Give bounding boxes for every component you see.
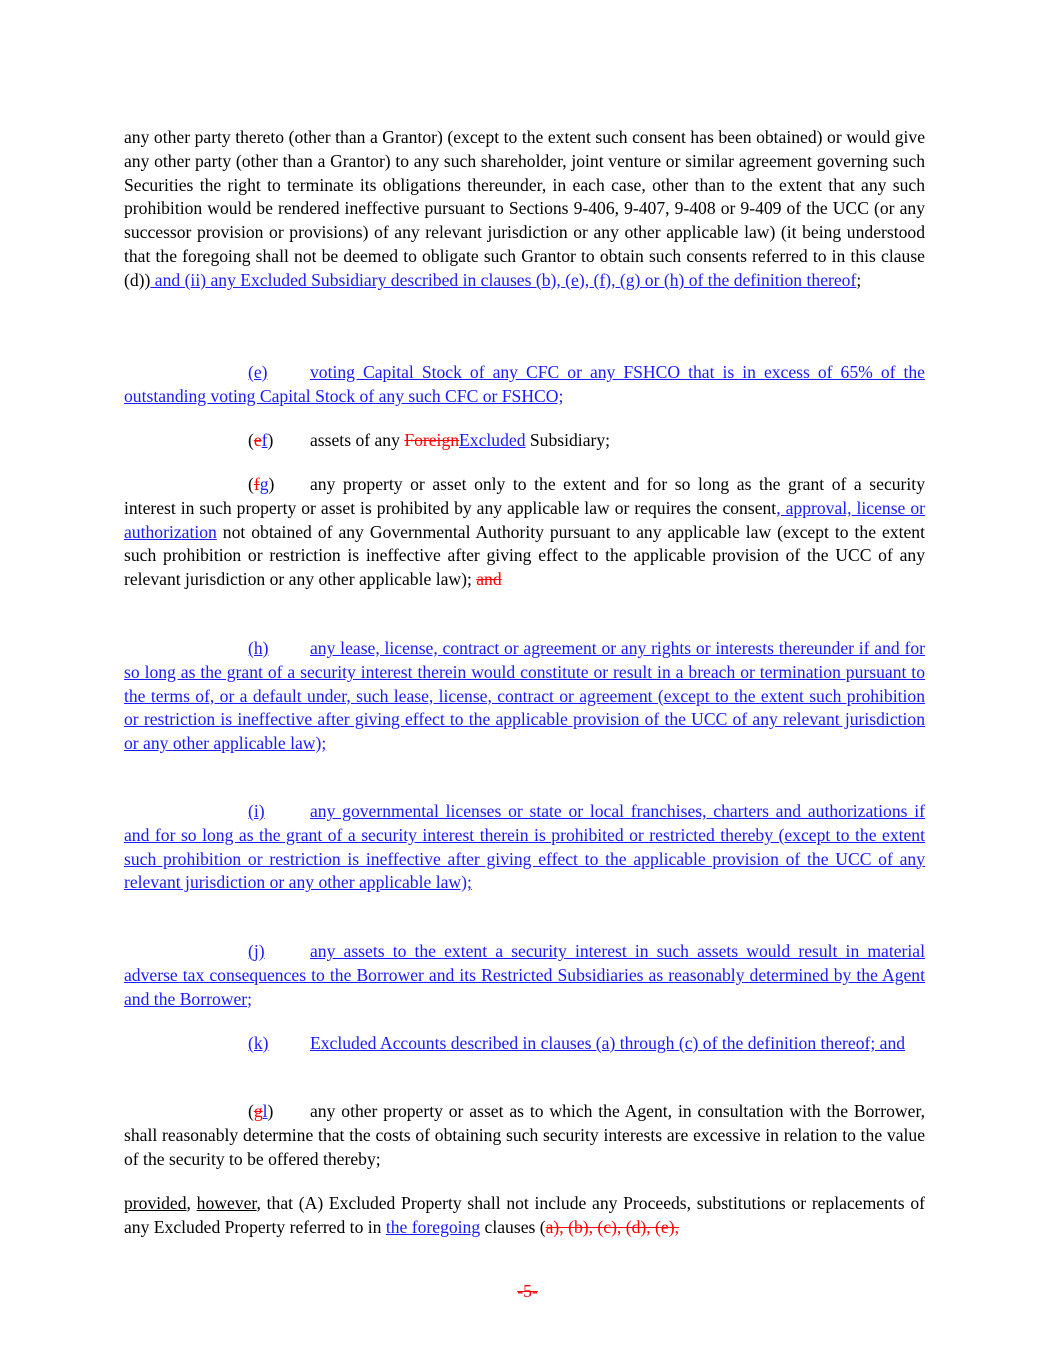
clause-j	[124, 940, 925, 1011]
clause-e-text: voting Capital Stock of any CFC or any FSHCO that is in excess of 65% of the outstanding voting Capital Stock of any such CFC or FSHCO;	[124, 362, 925, 406]
clause-j-label: (j)	[248, 941, 265, 961]
clause-f: (ef) assets of any ForeignExcluded Subsidiary;	[124, 429, 925, 453]
clause-k	[124, 1032, 925, 1056]
inserted-text: Excluded	[459, 430, 526, 450]
clause-l	[124, 1100, 925, 1171]
clause-i	[124, 800, 925, 895]
clause-h	[124, 637, 925, 756]
clause-i-text: any governmental licenses or state or local franchises, charters and authorizations if and for so long as the grant of a security interest therein is prohibited or restricted thereby (except to the extent such prohibition or restriction is ineffective after giving effect to the applicable provision of the UCC of any relevant jurisdiction or any other applicable law);	[124, 801, 925, 893]
clause-g-label: (fg)	[248, 474, 275, 494]
paragraph-d-continuation: any other party thereto (other than a Grantor) (except to the extent such consent has been obtained) or would give any other party (other than a Grantor) to any such shareholder, joint venture or similar agreement governing such Securities the right to terminate its obligations thereunder, in each case, other than to the extent that any such prohibition would be rendered ineffective pursuant to Sections 9-406, 9-407, 9-408 or 9-409 of the UCC (or any successor provision or provisions) of any relevant jurisdiction or any other applicable law) (it being understood that the foregoing shall not be deemed to obligate such Grantor to obtain such consents referred to in this clause (d)) and (ii) any Excluded Subsidiary described in clauses (b), (e), (f), (g) or (h) of the definition thereof;	[124, 127, 925, 290]
clause-e	[124, 361, 925, 409]
clause-j-text: any assets to the extent a security interest in such assets would result in material adverse tax consequences to the Borrower and its Restricted Subsidiaries as reasonably determined by the Agent and the Borrower;	[124, 941, 925, 1009]
page-number: -5-	[517, 1281, 538, 1301]
clause-g-text: any property or asset only to the extent and for so long as the grant of a security interest in such property or asset is prohibited by any applicable law or requires the consent	[124, 474, 925, 518]
clause-d-text: any other party thereto (other than a Grantor) (except to the extent such consent has been obtained) or would give any other party (other than a Grantor) to any such shareholder, joint venture or similar agreement governing such Securities the right to terminate its obligations thereunder, in each case, other than to the extent that any such prohibition would be rendered ineffective pursuant to Sections 9-406, 9-407, 9-408 or 9-409 of the UCC (or any successor provision or provisions) of any relevant jurisdiction or any other applicable law) (it being understood that the foregoing shall not be deemed to obligate such Grantor to obtain such consents referred to in this clause (d))	[124, 127, 925, 290]
inserted-text: the foregoing	[385, 1216, 481, 1237]
clause-k-text: Excluded Accounts described in clauses (a) through (c) of the definition thereof; and	[310, 1033, 906, 1053]
clause-f-text: assets of any	[310, 430, 405, 450]
clause-l-label: (gl)	[248, 1101, 274, 1121]
deleted-text: Foreign	[404, 430, 460, 450]
clause-k-label: (k)	[248, 1033, 269, 1053]
clause-i-label: (i)	[248, 801, 265, 821]
clause-l-text: any other property or asset as to which the Agent, in consultation with the Borrower, shall reasonably determine that the costs of obtaining such security interests are excessive in relation to the value of the security to be offered thereby;	[124, 1101, 925, 1169]
clause-e-label: (e)	[248, 362, 268, 382]
inserted-text: and (ii) any Excluded Subsidiary described in clauses (b), (e), (f), (g) or (h) of the definition thereof	[150, 269, 857, 290]
clause-h-text: any lease, license, contract or agreement or any rights or interests thereunder if and for so long as the grant of a security interest therein would constitute or result in a breach or termination pursuant to the terms of, or a default under, such lease, license, contract or agreement (except to the extent such prohibition or restriction is ineffective after giving effect to the applicable provision of the UCC of any relevant jurisdiction or any other applicable law);	[124, 638, 925, 754]
clause-f-label: (ef)	[248, 430, 274, 450]
inserted-text: , approval, license or authorization	[124, 497, 925, 542]
proviso-paragraph: provided, however, that (A) Excluded Property shall not include any Proceeds, substitutions or replacements of any Excluded Property referred to in the foregoing clauses (a), (b), (c), (d), (e),	[124, 1193, 926, 1237]
clause-g: (fg) any property or asset only to the extent and for so long as the grant of a security interest in such property or asset is prohibited by any applicable law or requires the consent, approval, license or authorization not obtained of any Governmental Authority pursuant to any applicable law (except to the extent such prohibition or restriction is ineffective after giving effect to the applicable provision of the UCC of any relevant jurisdiction or any other applicable law); and	[124, 474, 925, 590]
clause-h-label: (h)	[248, 638, 269, 658]
deleted-text: a), (b), (c), (d), (e),	[545, 1216, 679, 1237]
deleted-text: and	[476, 569, 502, 590]
